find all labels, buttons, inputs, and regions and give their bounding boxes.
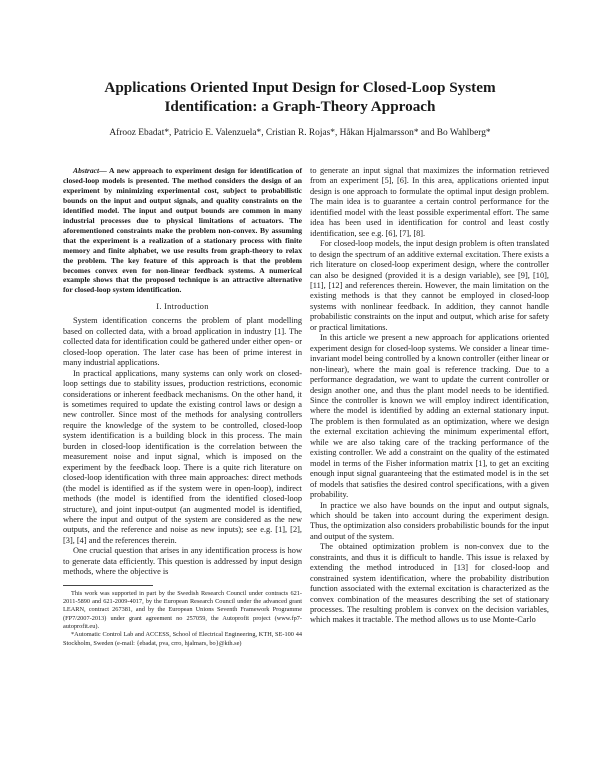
abstract [63,166,302,295]
paper-title: Applications Oriented Input Design for Closed-Loop System Identification: a Graph-Theory Approach [104,79,496,115]
right-paragraph-4: In practice we also have bounds on the input and output signals, which should be taken into account during the experiment design. Thus, the optimization also considers probabilistic bounds for the input and output of the system. [310,500,549,541]
intro-paragraph-1: System identification concerns the problem of plant modelling based on collected data, with a broad application in industry [1]. The collected data for identification could be gathered under either open- or closed-loop operation. The later case has been of prime interest in many industrial applications. [63,316,302,368]
left-column [63,166,302,648]
abstract-lead: Abstract [73,166,100,175]
right-paragraph-3: In this article we present a new approach for applications oriented experiment design for closed-loop systems. We consider a linear time-invariant model being controlled by a known controller (either linear or non-linear), where the main goal is reference tracking. Due to a performance degradation, we want to update the current controller or design another one, and thus the plant model needs to be identified. Since the controller is known we will employ indirect identification, where the model is identified by adding an external stationary input. The problem is then formulated as an optimization, where we design the external excitation achieving the minimum experimental effort, while we are also taking care of the tracking performance of the existing controller. We add a constraint on the quality of the estimated model in terms of the Fisher information matrix [1], to get an exciting enough input signal guaranteeing that the estimated model is in the set of models that satisfies the desired control specifications, with a given probability. [310,333,549,500]
author-list: Afrooz Ebadat*, Patricio E. Valenzuela*, Cristian R. Rojas*, Håkan Hjalmarsson* and Bo Wahlberg* [109,128,491,138]
intro-paragraph-3: One crucial question that arises in any identification process is how to generate data efficiently. This question is addressed by input design methods, where the objective is [63,546,302,577]
abstract-body: — A new approach to experiment design for identification of closed-loop models is presented. The method considers the design of an experiment by minimizing experimental cost, subject to probabilistic bounds on the input and output signals, and quality constraints on the identified model. The input and output bounds are common in many industrial processes due to physical limitations of actuators. The aforementioned constraints make the problem non-convex. By assuming that the experiment is a realization of a stationary process with finite memory and finite alphabet, we use results from graph-theory to relax the problem. The key feature of this approach is that the problem becomes convex even for non-linear feedback systems. A numerical example shows that the proposed technique is an attractive alternative for closed-loop system identification. [63,166,302,295]
section-heading-introduction: I. Introduction [156,302,209,312]
right-paragraph-2: For closed-loop models, the input design problem is often translated to design the spectrum of an additive external excitation. There exists a rich literature on closed-loop experiment design, where the controller can also be designed (provided it is a design variable), see [9], [10], [11], [12] and references therein. However, the main limitation on the existing methods is that they cannot be employed in closed-loop systems with nonlinear feedback. In addition, they cannot handle probabilistic constraints on the input and output, which arise for safety or practical limitations. [310,239,549,332]
right-paragraph-5: The obtained optimization problem is non-convex due to the constraints, and thus it is difficult to handle. This issue is relaxed by extending the method introduced in [13] for closed-loop and constrained system identification, where the probability distribution function associated with the external excitation is characterized as the convex combination of the measures describing the set of stationary processes. The resulting problem is convex on the decision variables, which makes it tractable. The method allows us to use Monte-Carlo [310,542,549,625]
intro-paragraph-2: In practical applications, many systems can only work on closed-loop settings due to stability issues, production restrictions, economic considerations or inherent feedback mechanisms. On the other hand, it is sometimes required to update the existing control laws or design a new controller. Since most of the methods for analysing controllers require the knowledge of the system to be controlled, closed-loop system identification is a building block in this process. The main burden in closed-loop identification is the correlation between the measurement noise and input signal, which is imposed on the experiment by the feedback loop. There is a quite rich literature on closed-loop identification with three main approaches: direct methods (the model is identified as if the system were in open-loop), indirect methods (the model is identified from the identified closed-loop structure), and joint input-output (an augmented model is identified, where the input and output of the system are considered as the new outputs, and the reference and noise as new inputs); see e.g. [1], [2], [3], [4] and the references therein. [63,368,302,545]
affiliation-footnote: *Automatic Control Lab and ACCESS, School of Electrical Engineering, KTH, SE-100 44 Stockholm, Sweden (e-mail: {ebadat, pva, crro, hjalmars, bo}@kth.se) [63,631,302,647]
right-paragraph-1: to generate an input signal that maximizes the information retrieved from an experiment [5], [6]. In this area, applications oriented input design is one approach to formulate the optimal input design problem. The main idea is to guarantee a certain control performance for the identified model with the least possible experimental effort. The same idea has been used in identification for control and least costly identification, see e.g. [6], [7], [8]. [310,166,549,238]
right-column [310,166,549,626]
funding-footnote: This work was supported in part by the Swedish Research Council under contracts 621-2011-5890 and 621-2009-4017, by the European Research Council under the advanced grant LEARN, contract 267381, and by the European Unions Seventh Framework Programme (FP7/2007-2013) under grant agreement no 257059, the Autoprofit project (www.fp7-autoprofit.eu). [63,589,302,630]
footnote-rule [63,585,153,586]
